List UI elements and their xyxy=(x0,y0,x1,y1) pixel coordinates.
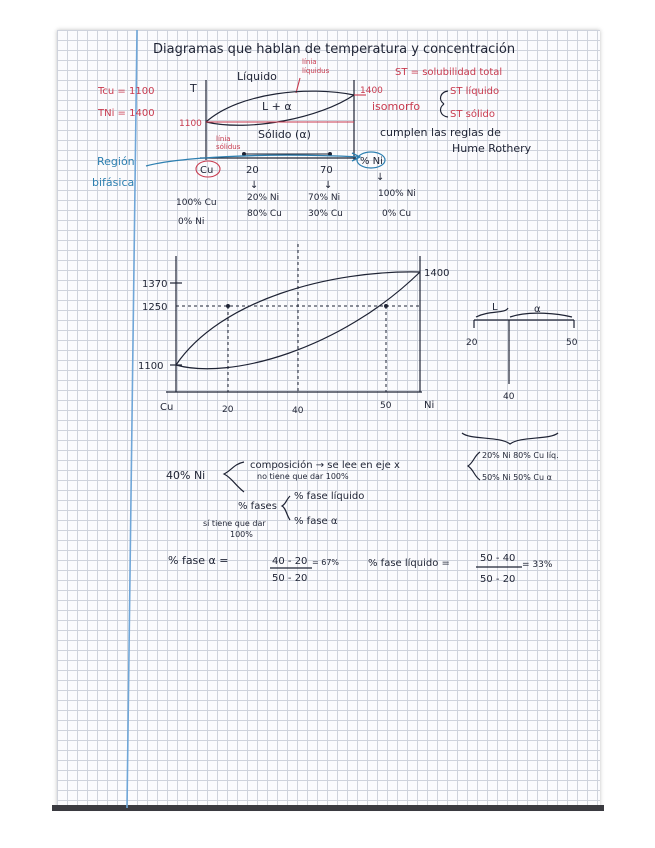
region-bifasica-2: bifásica xyxy=(92,176,135,189)
tcu-label: Tcu = 1100 xyxy=(98,86,155,97)
eq-liq-den: 50 - 20 xyxy=(480,574,516,585)
arrow-ni: ↓ xyxy=(376,172,385,183)
liquidus-note-2: líquidus xyxy=(302,67,330,75)
isomorfo-label: isomorfo xyxy=(372,100,421,113)
y-1370: 1370 xyxy=(142,279,168,290)
chart-point-20 xyxy=(226,304,230,308)
liquido-region-label: Líquido xyxy=(237,70,277,83)
liquidus-pointer xyxy=(296,78,300,93)
comp-70-2: 30% Cu xyxy=(308,209,343,219)
calc-fases: % fases xyxy=(238,501,277,512)
st-liquido: ST líquido xyxy=(450,86,500,97)
calc-fase-liquido: % fase líquido xyxy=(294,491,365,502)
arrow-20: ↓ xyxy=(250,180,259,191)
calc-brace-main xyxy=(224,462,244,492)
sketch-alpha-label: α xyxy=(534,304,541,315)
calc-brace-x xyxy=(468,452,480,480)
x-40: 40 xyxy=(292,406,304,416)
x-ni: Ni xyxy=(424,400,435,411)
eq-liq-res: = 33% xyxy=(522,560,553,570)
l-alpha-label: L + α xyxy=(262,100,292,113)
t1100-label: 1100 xyxy=(179,119,202,129)
eq-liq-label: % fase líquido = xyxy=(368,558,450,569)
calc-no-100: no tiene que dar 100% xyxy=(257,472,349,481)
calc-fase-alpha: % fase α xyxy=(294,516,338,527)
tick-20: 20 xyxy=(246,165,259,176)
comp-20-2: 80% Cu xyxy=(247,209,282,219)
chart-point-50 xyxy=(384,304,388,308)
t-axis-label: T xyxy=(190,82,197,95)
calc-tiene-100: sí tiene que dar xyxy=(203,519,266,528)
solido-label: Sólido (α) xyxy=(258,128,311,141)
sketch-l-label: L xyxy=(492,302,498,313)
eq-liq-num: 50 - 40 xyxy=(480,553,516,564)
tni-label: TNi = 1400 xyxy=(98,108,155,119)
region-bifasica-1: Región xyxy=(97,155,135,168)
calc-cien: 100% xyxy=(230,530,253,539)
arrow-70: ↓ xyxy=(324,180,333,191)
st-solido: ST sólido xyxy=(450,109,495,120)
comp-100ni-2: 0% Cu xyxy=(382,209,412,219)
calc-brace-2: 50% Ni 50% Cu α xyxy=(482,473,552,482)
y-1250: 1250 xyxy=(142,302,168,313)
ni-label: % Ni xyxy=(360,156,383,167)
isomorfo-brace xyxy=(441,91,448,117)
hume-2: Hume Rothery xyxy=(452,142,532,155)
calc-top-brace xyxy=(462,433,558,444)
sketch-right-val: 50 xyxy=(566,338,578,348)
eq-alpha-label: % fase α = xyxy=(168,554,229,567)
solidus-note-2: sólidus xyxy=(216,143,241,151)
x-50: 50 xyxy=(380,401,392,411)
sketch-center-val: 40 xyxy=(503,392,515,402)
eq-alpha-den: 50 - 20 xyxy=(272,573,308,584)
y-1100: 1100 xyxy=(138,361,164,372)
x-cu: Cu xyxy=(160,402,174,413)
solidus-note-1: línia xyxy=(216,135,231,143)
comp-100ni-1: 100% Ni xyxy=(378,189,416,199)
hume-1: cumplen las reglas de xyxy=(380,126,501,139)
comp-100cu-1: 100% Cu xyxy=(176,198,217,208)
calc-pct-ni: 40% Ni xyxy=(166,469,206,482)
calc-brace-fases xyxy=(282,496,290,520)
liquidus-note-1: línia xyxy=(302,58,317,66)
t1400-label: 1400 xyxy=(360,86,383,96)
st-definition: ST = solubilidad total xyxy=(395,67,503,78)
calc-composicion: composición → se lee en eje x xyxy=(250,460,400,471)
comp-70-1: 70% Ni xyxy=(308,193,341,203)
calc-brace-1: 20% Ni 80% Cu líq. xyxy=(482,451,559,460)
margin-line xyxy=(127,30,137,808)
sketch-brace-r xyxy=(510,313,572,317)
comp-100cu-2: 0% Ni xyxy=(178,217,205,227)
page-title: Diagramas que hablan de temperatura y concentración xyxy=(153,42,516,57)
eq-alpha-num: 40 - 20 xyxy=(272,556,308,567)
cu-label: Cu xyxy=(200,165,214,176)
comp-20-1: 20% Ni xyxy=(247,193,280,203)
sketch-left-val: 20 xyxy=(466,338,478,348)
eq-alpha-res: = 67% xyxy=(312,558,340,567)
tick-70: 70 xyxy=(320,165,333,176)
y-1400: 1400 xyxy=(424,268,450,279)
x-20: 20 xyxy=(222,405,234,415)
